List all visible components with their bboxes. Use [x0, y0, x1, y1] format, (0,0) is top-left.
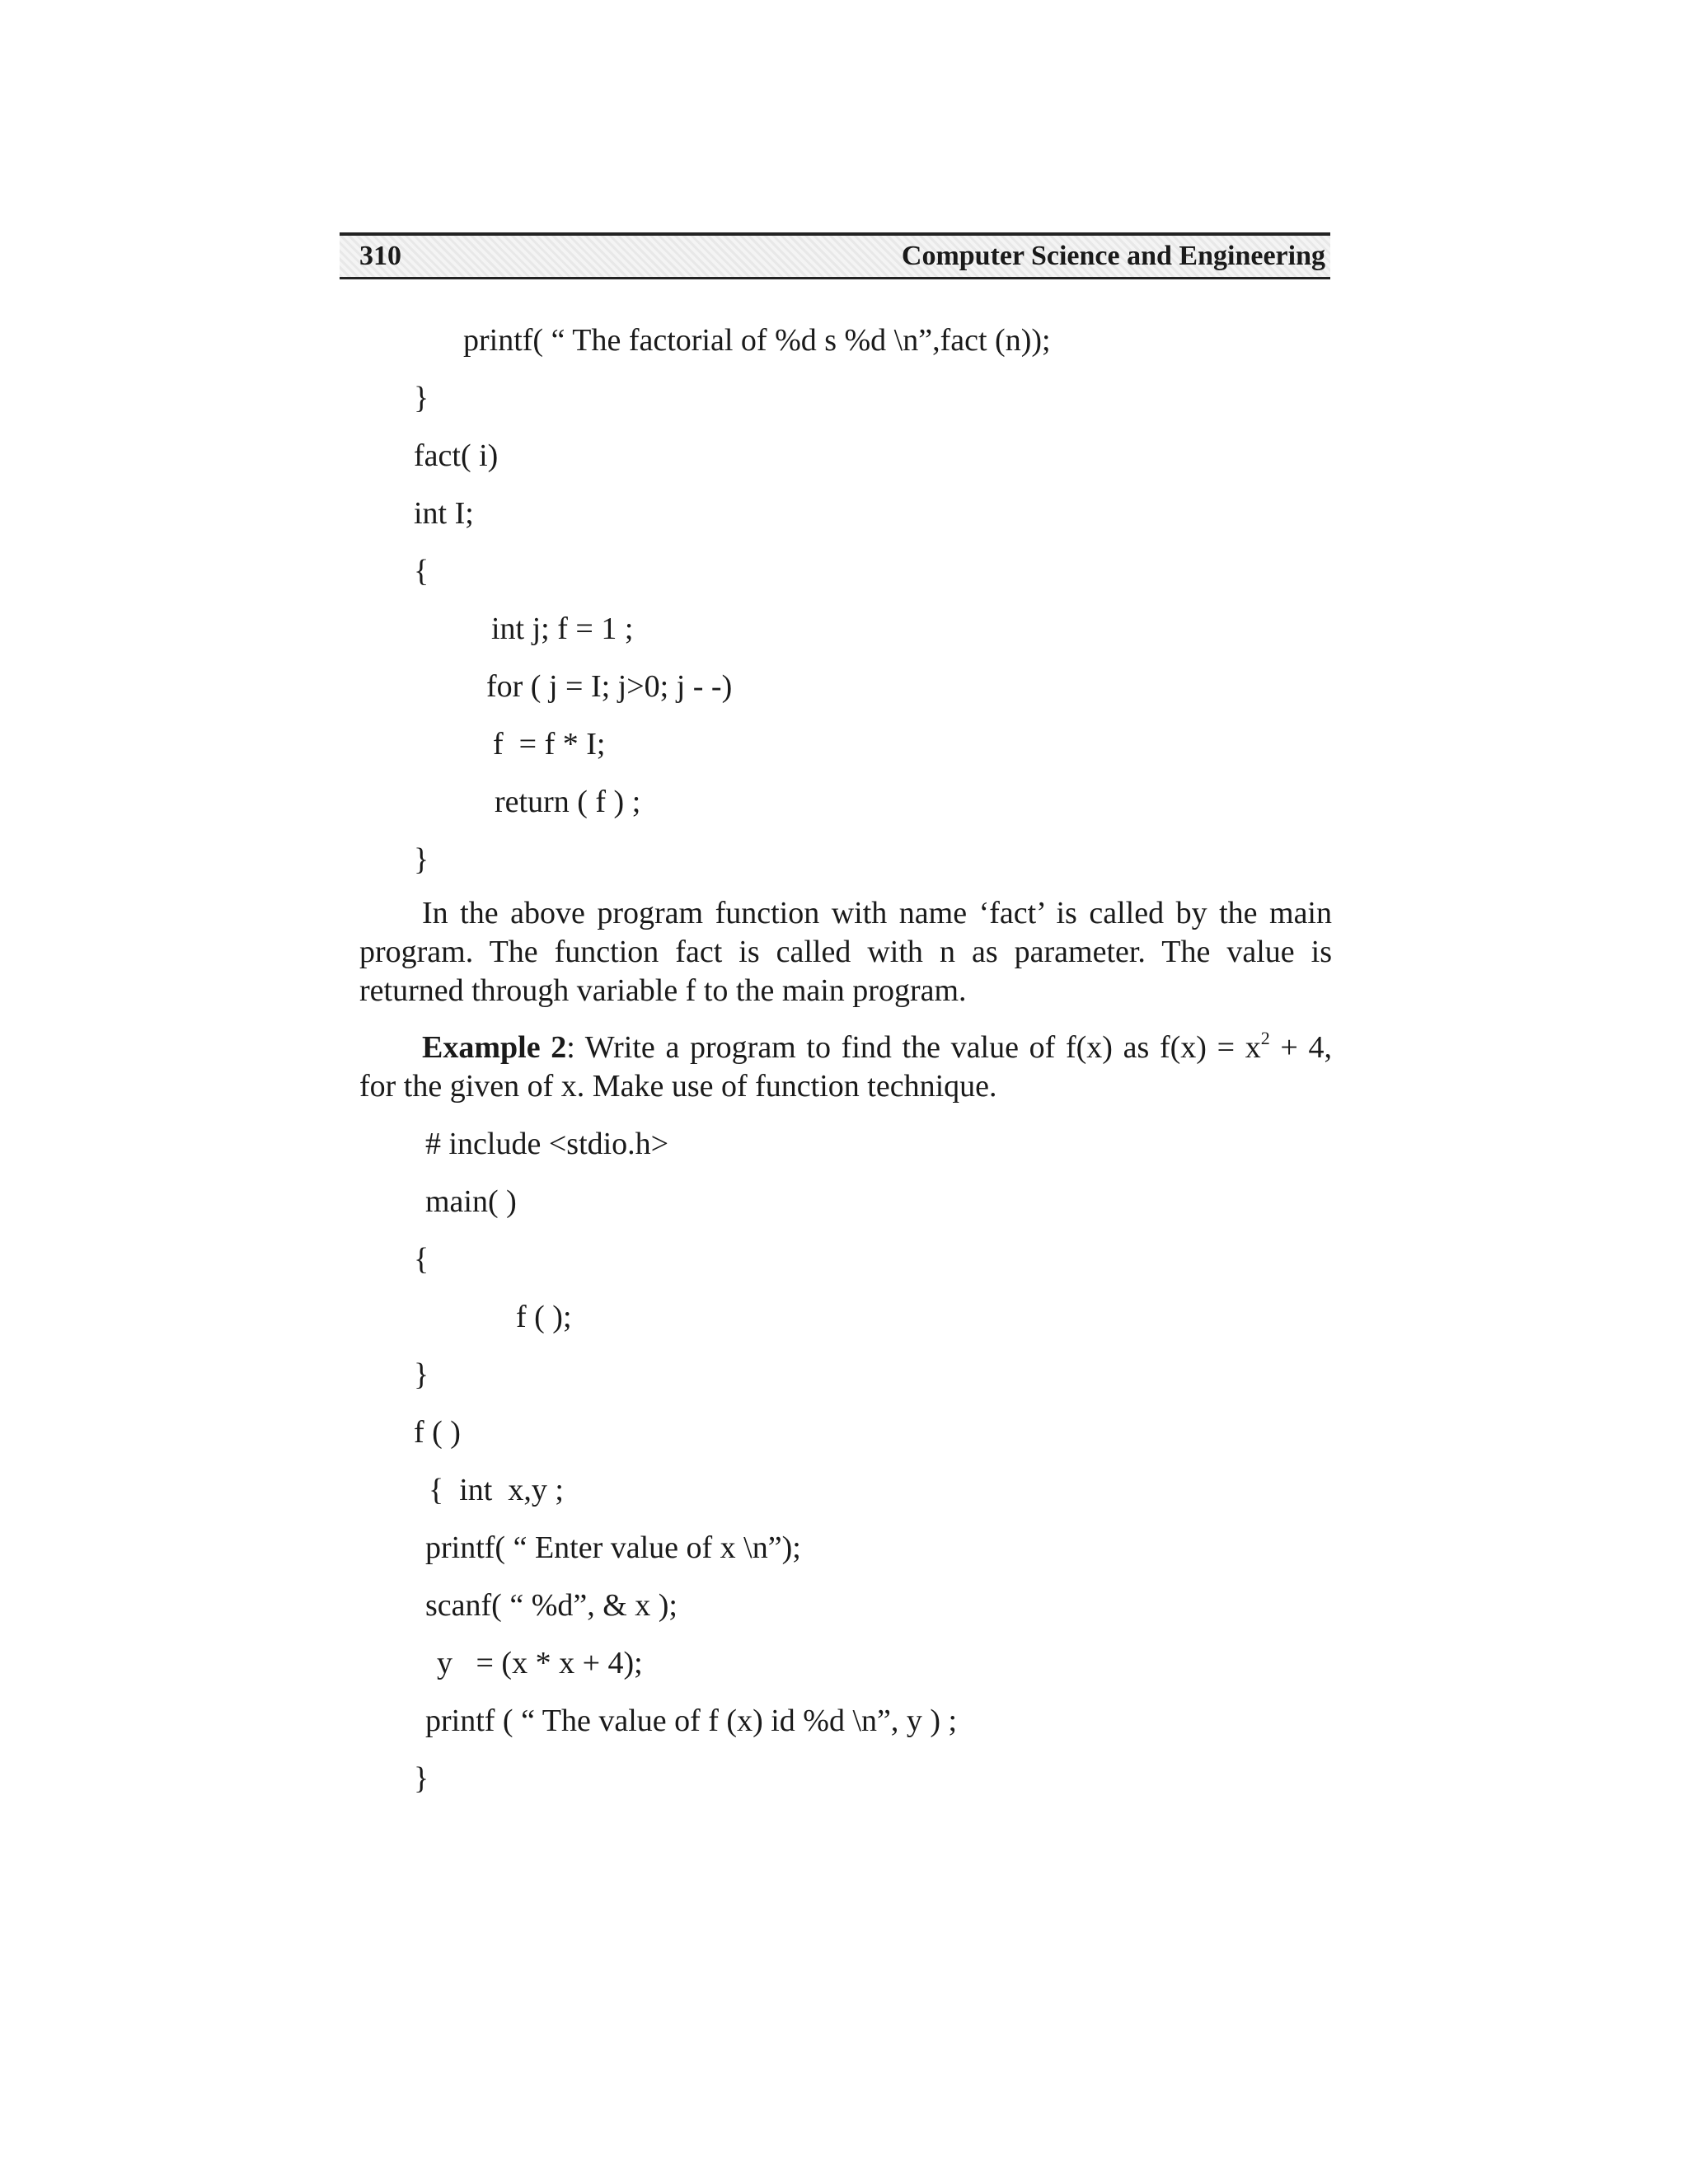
code-line: printf ( “ The value of f (x) id %d \n”, y ) ; — [425, 1704, 958, 1738]
example-2-paragraph — [359, 1029, 1332, 1106]
code-line: } — [414, 381, 429, 415]
example-2-text-cont: + 4, for the given of x. Make use of function technique. — [359, 1030, 1332, 1104]
code-line: { — [414, 1242, 429, 1277]
code-line: } — [414, 1761, 429, 1796]
code-line: f ( ); — [516, 1300, 572, 1334]
code-line: { — [414, 554, 429, 588]
code-line: return ( f ) ; — [495, 785, 641, 819]
running-header — [340, 232, 1330, 279]
code-line: main( ) — [425, 1184, 517, 1219]
code-line: fact( i) — [414, 438, 499, 473]
explanation-paragraph: In the above program function with name ‘fact’ is called by the main program. The function fact is called with n as parameter. The value is returned through variable f to the main program. — [359, 896, 1332, 1008]
code-line: int j; f = 1 ; — [491, 612, 634, 646]
code-line: y = (x * x + 4); — [437, 1646, 643, 1680]
example-2-text: : Write a program to find the value of f(x) as f(x) = x — [566, 1030, 1261, 1065]
exponent: 2 — [1260, 1028, 1270, 1048]
code-line: printf( “ Enter value of x \n”); — [425, 1530, 801, 1565]
running-title: Computer Science and Engineering — [901, 241, 1325, 271]
code-line: printf( “ The factorial of %d s %d \n”,fact (n)); — [463, 323, 1051, 358]
page-number: 310 — [359, 241, 401, 271]
code-line: int I; — [414, 496, 474, 531]
code-line: f = f * I; — [493, 727, 606, 762]
code-line: scanf( “ %d”, & x ); — [425, 1588, 678, 1623]
code-line: # include <stdio.h> — [425, 1127, 669, 1161]
code-line: f ( ) — [414, 1415, 461, 1450]
example-2-label: Example 2 — [422, 1030, 567, 1065]
code-line: } — [414, 1357, 429, 1392]
code-line: { int x,y ; — [429, 1473, 564, 1507]
code-line: for ( j = I; j>0; j - -) — [486, 669, 733, 704]
code-line: } — [414, 842, 429, 877]
